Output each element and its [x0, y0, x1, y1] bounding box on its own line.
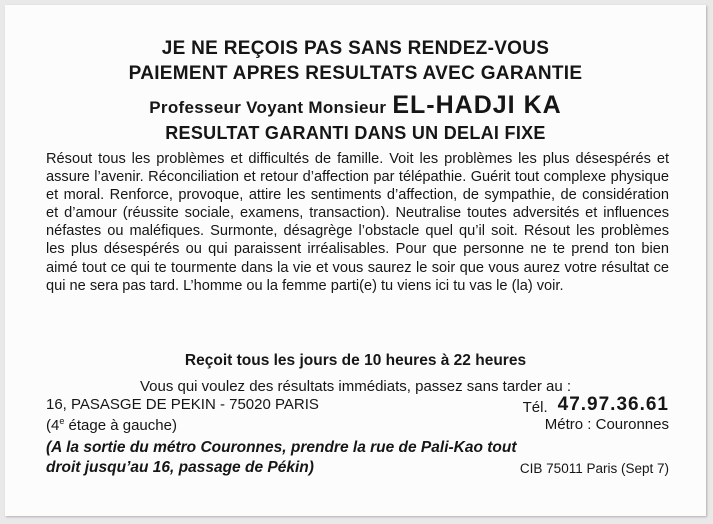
- floor-sup: e: [59, 416, 65, 426]
- header-line-2: PAIEMENT APRES RESULTATS AVEC GARANTIE: [128, 63, 583, 84]
- directions-text-2: droit jusqu’au 16, passage de Pékin): [46, 459, 314, 476]
- address: 16, PASASGE DE PEKIN - 75020 PARIS: [46, 396, 319, 413]
- phone-number: 47.97.36.61: [557, 394, 669, 415]
- directions-text-1: (A la sortie du métro Couronnes, prendre la rue de Pali-Kao tout: [46, 439, 517, 456]
- floor-suffix: étage à gauche): [64, 417, 177, 434]
- floor-prefix: (4: [46, 417, 60, 434]
- phone-label: Tél.: [522, 399, 548, 416]
- header-line-4: RESULTAT GARANTI DANS UN DELAI FIXE: [165, 123, 546, 143]
- header-line-1: JE NE REÇOIS PAS SANS RENDEZ-VOUS: [161, 38, 550, 59]
- cib-reference: CIB 75011 Paris (Sept 7): [519, 461, 669, 476]
- phone: [523, 396, 669, 418]
- opening-hours: Reçoit tous les jours de 10 heures à 22 heures: [184, 352, 527, 369]
- title-line: [5, 91, 706, 120]
- floor-info: [46, 416, 177, 434]
- title-name: EL-HADJI KA: [392, 91, 562, 119]
- business-card: [5, 5, 706, 516]
- description-paragraph: Résout tous les problèmes et difficultés de famille. Voit les problèmes les plus désespérés et assure l’avenir. Réconciliation et retour d’affection par télépathie. Guérit tout complexe physique et moral. Renforce, provoque, attire les sentiments d’affection, de sympathie, de considération et d’amour (réussite sociale, examens, transaction). Neutralise toutes adversités et influences néfastes ou maléfiques. Surmonte, désagrège l’obstacle quel qu’il soit. Résout les problèmes les plus désespérés ou qui paraissent irréalisables. Pour que personne ne te prend ton bien aimé tout ce qui te tourmente dans la vie et vous saurez le soir que vous aurez votre résultat ce qui ne sera pas tard. L’homme ou la femme parti(e) tu viens ici tu vas le (la) voir.: [46, 151, 669, 294]
- intro-text: Vous qui voulez des résultats immédiats, passez sans tarder au :: [139, 378, 572, 395]
- title-prefix: Professeur Voyant Monsieur: [149, 98, 387, 117]
- metro: Métro : Couronnes: [544, 416, 669, 433]
